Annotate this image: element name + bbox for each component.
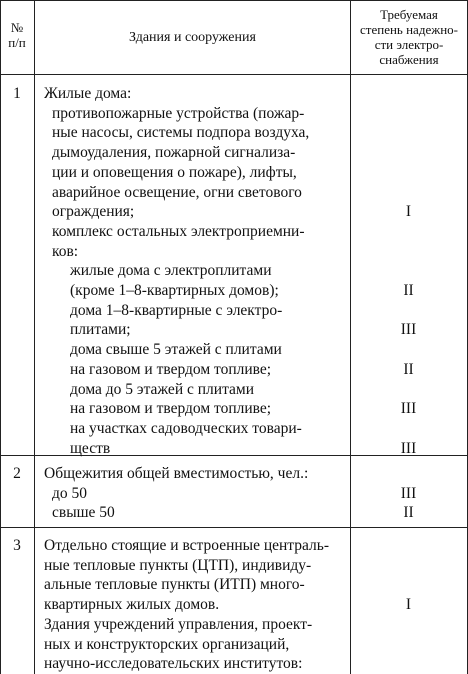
building-text-line: комплекс остальных электроприемни- [52, 222, 305, 240]
row-divider-2 [0, 527, 468, 528]
building-text-line: плитами; [70, 321, 131, 339]
building-text-line: ные насосы, системы подпора воздуха, [52, 124, 310, 142]
reliability-degree: I [405, 596, 412, 614]
reliability-degree: II [403, 504, 414, 522]
row-number: 1 [13, 85, 21, 102]
building-text-line: Здания учреждений управления, проект- [44, 615, 313, 633]
building-text-line: Жилые дома: [44, 85, 132, 102]
building-text-line: ществ [70, 439, 111, 457]
building-text-line: дымоудаления, пожарной сигнализа- [52, 144, 296, 162]
building-text-line: свыше 50 [52, 504, 115, 522]
building-text-line: противопожарные устройства (пожар- [52, 104, 305, 122]
building-text-line: жилые дома с электроплитами [70, 262, 272, 280]
building-text-line: ции и оповещения о пожаре), лифты, [52, 163, 297, 181]
header-building: Здания и сооружения [129, 30, 256, 45]
row-number: 2 [13, 465, 21, 482]
building-text-line: научно-исследовательских институтов: [44, 655, 303, 673]
reliability-degree: II [403, 282, 414, 299]
building-text-line: (кроме 1–8-квартирных домов); [70, 282, 279, 299]
reliability-degree: III [400, 321, 417, 339]
building-text-line: квартирных жилых домов. [44, 596, 220, 614]
reliability-degree: II [403, 360, 414, 378]
col-divider-1 [34, 0, 35, 674]
reliability-degree: I [405, 203, 412, 221]
building-text-line: ные тепловые пункты (ЦТП), индивиду- [44, 556, 312, 574]
building-text-line: Общежития общей вместимостью, чел.: [44, 465, 309, 482]
header-num: № п/п [8, 20, 26, 50]
header-degree: Требуемая степень надежно- сти электро- снабжения [360, 7, 458, 67]
reliability-degree: III [400, 484, 417, 502]
building-text-line: на участках садоводческих товари- [70, 419, 302, 437]
building-text-line: аварийное освещение, огни светового [52, 183, 302, 201]
building-text-line: на газовом и твердом топливе; [70, 360, 272, 378]
building-text-line: ных и конструкторских организаций, [44, 635, 290, 653]
building-text-line: Отдельно стоящие и встроенные централь- [44, 537, 330, 554]
building-text-line: на газовом и твердом топливе; [70, 400, 272, 418]
building-text-line: ограждения; [52, 203, 135, 221]
row-number: 3 [13, 537, 21, 554]
reliability-degree: III [400, 439, 417, 457]
building-text-line: дома 1–8-квартирные с электро- [70, 301, 283, 319]
building-text-line: ков: [52, 242, 79, 260]
building-text-line: дома свыше 5 этажей с плитами [70, 341, 282, 359]
reliability-degree: III [400, 400, 417, 418]
building-text-line: альные тепловые пункты (ИТП) много- [44, 576, 305, 594]
building-text-line: до 50 [52, 484, 88, 502]
header-bottom-rule [0, 74, 468, 75]
table-border-top [0, 0, 468, 1]
building-text-line: дома до 5 этажей с плитами [70, 380, 255, 398]
